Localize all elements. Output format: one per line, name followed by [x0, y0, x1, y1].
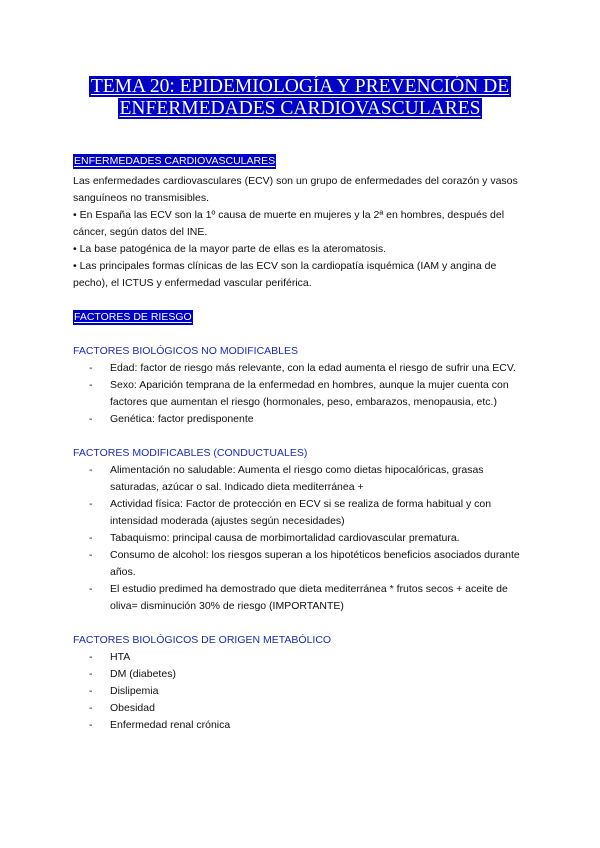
list-item: [89, 700, 533, 717]
title-line-2: ENFERMEDADES CARDIOVASCULARES: [119, 98, 481, 119]
list-item: [89, 411, 533, 428]
list-item: [89, 360, 533, 377]
section-enfermedades: [73, 153, 533, 292]
list-item: [89, 530, 533, 547]
title-line-1: TEMA 20: EPIDEMIOLOGÍA Y PREVENCIÓN DE: [90, 76, 510, 97]
risk-group: [73, 445, 533, 615]
dash-marker: -: [89, 549, 93, 561]
subsection-heading: FACTORES MODIFICABLES (CONDUCTUALES): [73, 447, 308, 459]
dash-marker: -: [89, 532, 93, 544]
list-item: [89, 717, 533, 734]
document-body: [73, 153, 533, 734]
risk-list: [73, 360, 533, 428]
risk-list: [73, 649, 533, 734]
list-item-text: Obesidad: [110, 702, 155, 714]
section-heading: FACTORES DE RIESGO: [74, 311, 192, 323]
list-item: [89, 683, 533, 700]
list-item: [89, 547, 533, 581]
dash-marker: -: [89, 651, 93, 663]
list-item-text: DM (diabetes): [110, 668, 176, 680]
section-factores: [73, 309, 533, 734]
risk-group: [73, 343, 533, 428]
section-heading: ENFERMEDADES CARDIOVASCULARES: [74, 155, 276, 167]
list-item-text: El estudio predimed ha demostrado que dieta mediterránea * frutos secos + aceite de oliva= disminución 30% de riesgo (IMPORTANTE): [110, 583, 508, 612]
paragraph: Las enfermedades cardiovasculares (ECV) son un grupo de enfermedades del corazón y vasos sanguíneos no transmisibles.: [73, 175, 518, 204]
list-item-text: Sexo: Aparición temprana de la enfermedad en hombres, aunque la mujer cuenta con factores que aumentan el riesgo (hormonales, peso, embarazos, menopausia, etc.): [110, 379, 509, 408]
subsection-heading: FACTORES BIOLÓGICOS NO MODIFICABLES: [73, 345, 299, 357]
risk-group: [73, 632, 533, 734]
dash-marker: -: [89, 702, 93, 714]
bullet-paragraph: • Las principales formas clínicas de las ECV son la cardiopatía isquémica (IAM y angina de pecho), el ICTUS y enfermedad vascular periférica.: [73, 260, 497, 289]
list-item-text: Genética: factor predisponente: [110, 413, 254, 425]
list-item-text: Alimentación no saludable: Aumenta el riesgo como dietas hipocalóricas, grasas saturadas, azúcar o sal. Indicado dieta mediterránea +: [110, 464, 484, 493]
dash-marker: -: [89, 379, 93, 391]
dash-marker: -: [89, 413, 93, 425]
dash-marker: -: [89, 498, 93, 510]
subsection-heading: FACTORES BIOLÓGICOS DE ORIGEN METABÓLICO: [73, 634, 332, 646]
list-item-text: Tabaquismo: principal causa de morbimortalidad cardiovascular prematura.: [110, 532, 460, 544]
list-item-text: Edad: factor de riesgo más relevante, con la edad aumenta el riesgo de sufrir una ECV.: [110, 362, 516, 374]
dash-marker: -: [89, 464, 93, 476]
bullet-paragraph: • En España las ECV son la 1º causa de muerte en mujeres y la 2ª en hombres, después del cáncer, según datos del INE.: [73, 209, 505, 238]
risk-list: [73, 462, 533, 615]
dash-marker: -: [89, 719, 93, 731]
list-item: [89, 462, 533, 496]
dash-marker: -: [89, 362, 93, 374]
list-item: [89, 377, 533, 411]
list-item: [89, 496, 533, 530]
list-item: [89, 581, 533, 615]
list-item-text: Actividad física: Factor de protección en ECV si se realiza de forma habitual y con intensidad moderada (ajustes según necesidades): [110, 498, 492, 527]
list-item-text: Enfermedad renal crónica: [110, 719, 231, 731]
dash-marker: -: [89, 583, 93, 595]
list-item-text: Consumo de alcohol: los riesgos superan a los hipotéticos beneficios asociados durante años.: [110, 549, 520, 578]
list-item: [89, 666, 533, 683]
dash-marker: -: [89, 685, 93, 697]
page-title: [0, 76, 600, 119]
list-item-text: Dislipemia: [110, 685, 159, 697]
bullet-paragraph: • La base patogénica de la mayor parte de ellas es la ateromatosis.: [73, 243, 387, 255]
list-item-text: HTA: [110, 651, 131, 663]
dash-marker: -: [89, 668, 93, 680]
list-item: [89, 649, 533, 666]
